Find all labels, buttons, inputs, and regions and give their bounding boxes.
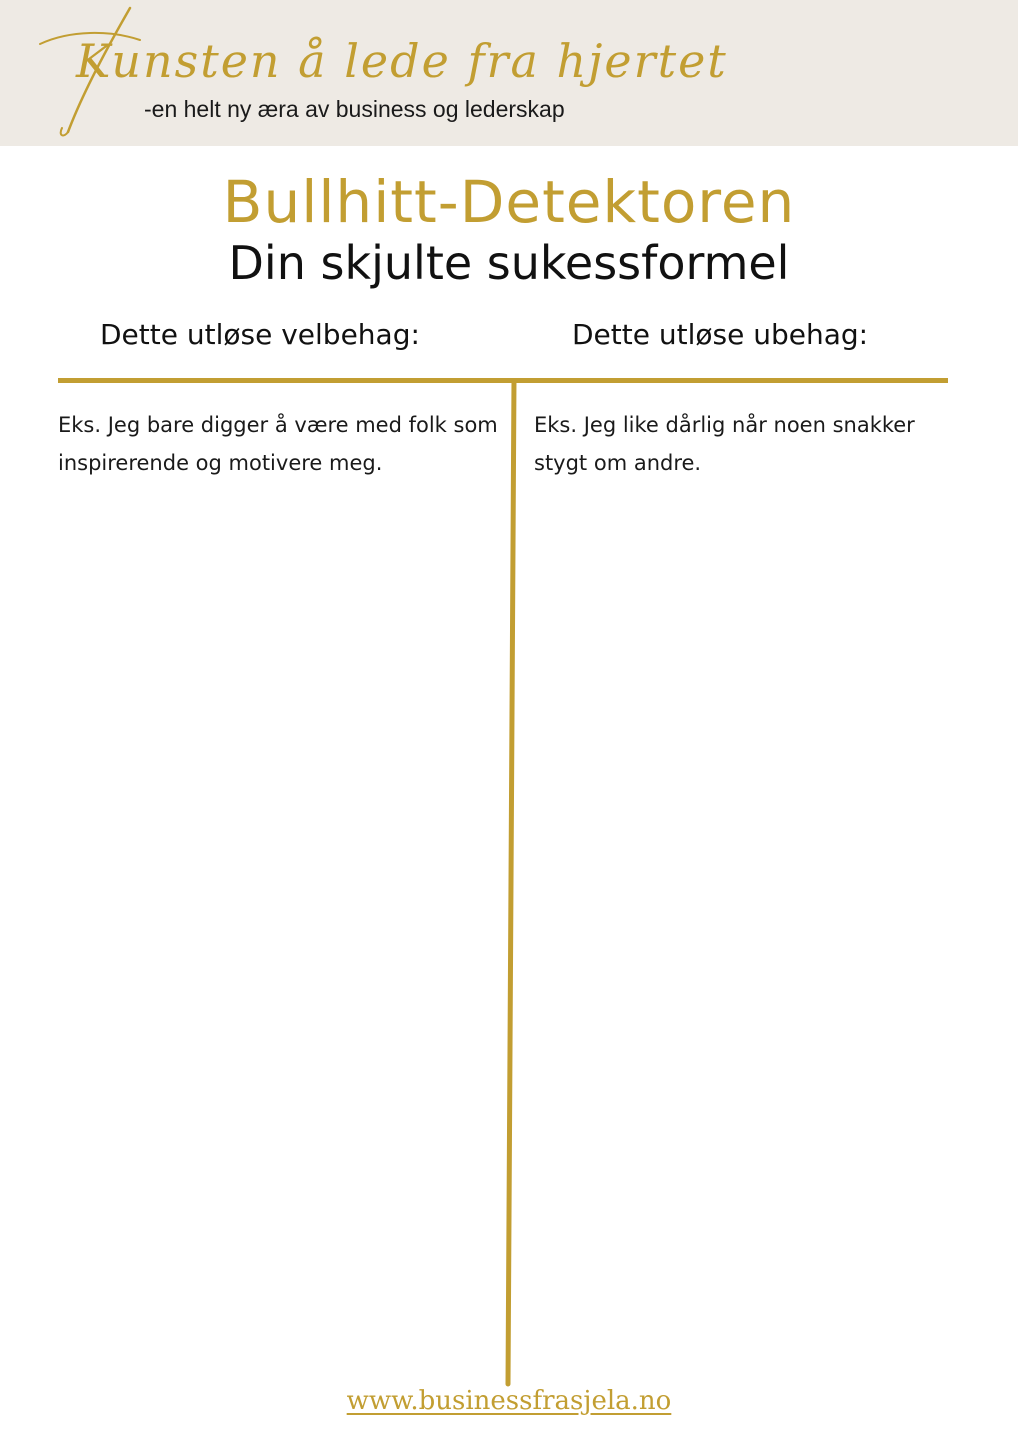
tagline: -en helt ny æra av business og lederskap	[144, 96, 565, 122]
vertical-divider	[0, 378, 1018, 1388]
column-heading-left: Dette utløse velbehag:	[100, 318, 420, 351]
column-heading-right: Dette utløse ubehag:	[572, 318, 869, 351]
website-link[interactable]: www.businessfrasjela.no	[346, 1386, 672, 1416]
example-text-left: Eks. Jeg bare digger å være med folk som inspirerende og motivere meg.	[58, 413, 498, 475]
script-title: Kunsten å lede fra hjertet	[76, 34, 728, 88]
header-banner	[0, 0, 1018, 146]
document-title: Bullhitt-Detektoren	[222, 168, 796, 236]
example-text-right: Eks. Jeg like dårlig når noen snakker stygt om andre.	[534, 413, 915, 475]
document-subtitle: Din skjulte sukessformel	[228, 236, 790, 290]
